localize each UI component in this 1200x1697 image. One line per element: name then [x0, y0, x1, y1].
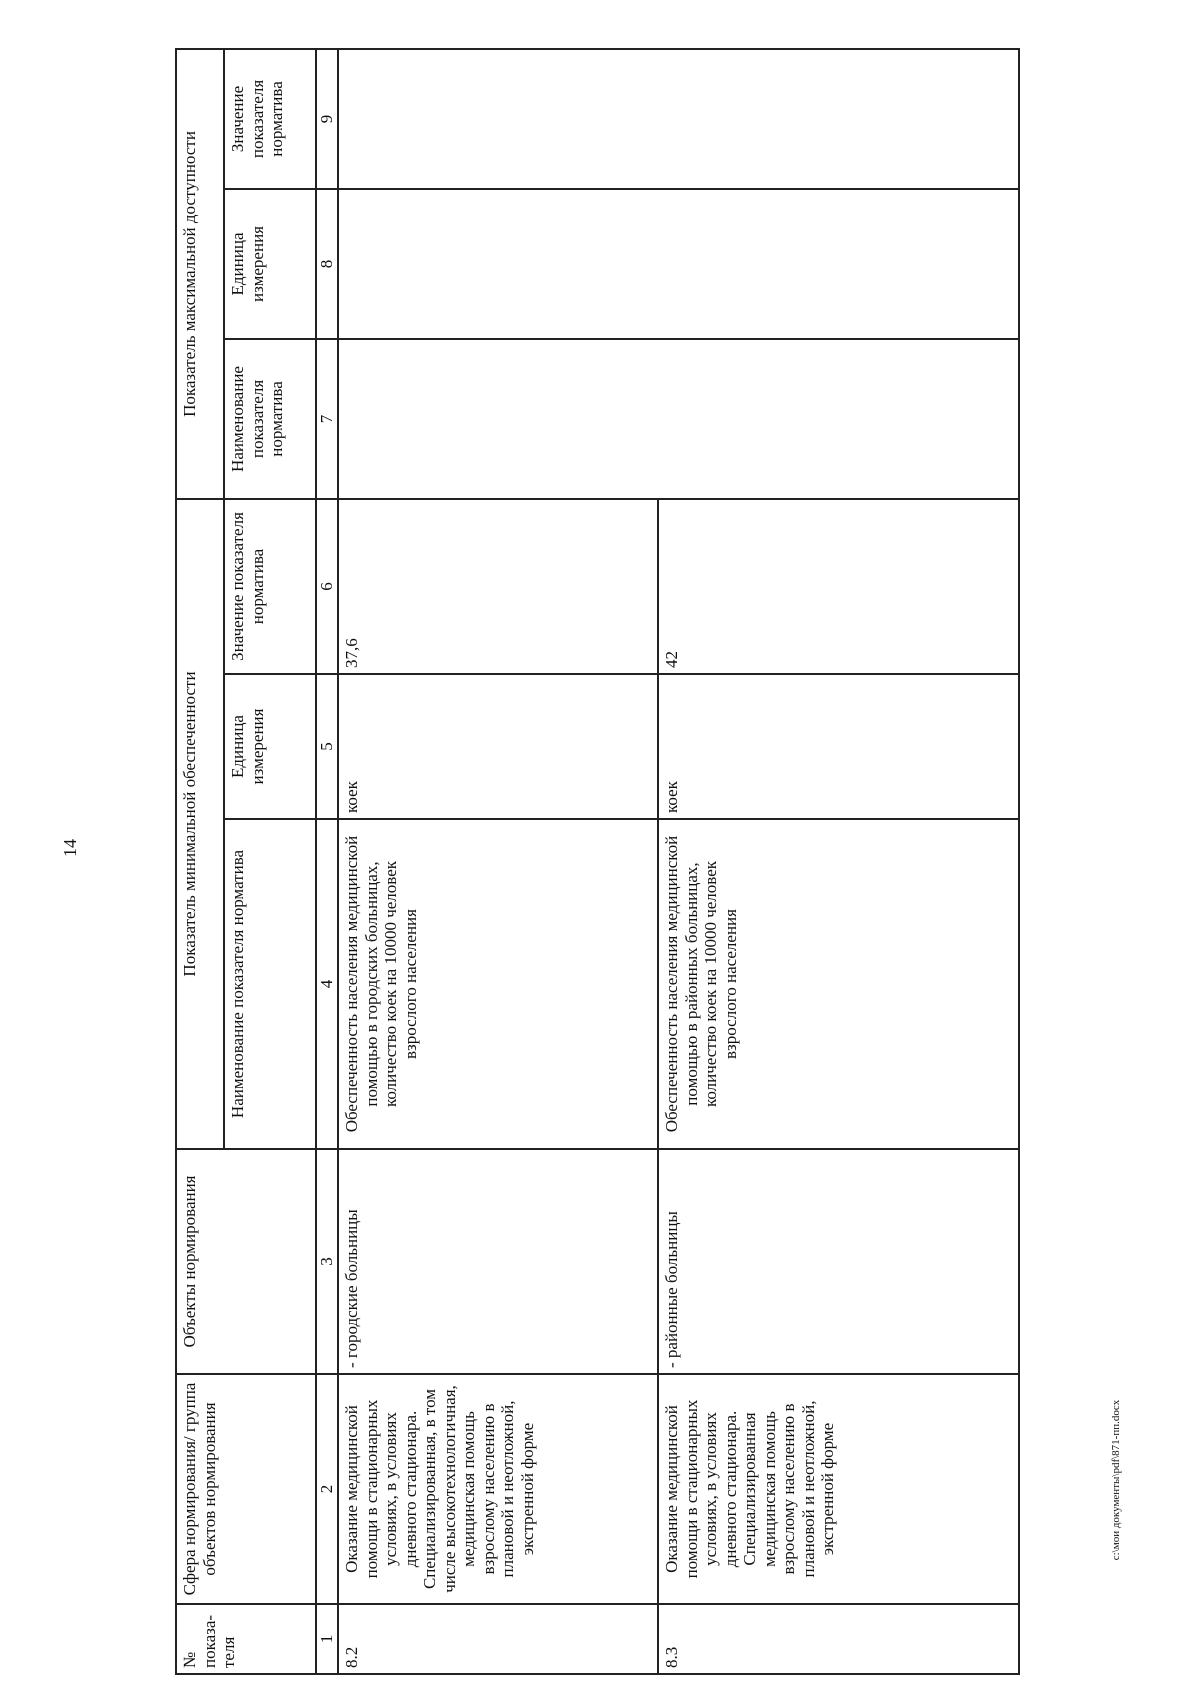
row-sphere: Оказание медицинской помощи в стационарных условиях, в условиях дневного стационара. Специализированная, в том числе высокотехнологичная, медицинская помощь взрослому населению в плановой и неотложной, экстренной форме [338, 1374, 658, 1604]
col-number: 3 [316, 1149, 338, 1374]
header-objects: Объекты нормирования [176, 1149, 316, 1374]
row-object: - городские больницы [338, 1149, 658, 1374]
header-min-value: Значение показателя норматива [224, 499, 316, 674]
header-sphere: Сфера нормирования/ группа объектов нормирования [176, 1374, 316, 1604]
col-number: 2 [316, 1374, 338, 1604]
header-max-unit: Единица измерения [224, 189, 316, 339]
rotated-table-container [175, 50, 1020, 1675]
row-min-unit: коек [658, 674, 1019, 819]
row-min-name: Обеспеченность населения медицинской помощью в районных больницах, количество коек на 10000 человек взрослого населения [658, 819, 1019, 1149]
row-object: - районные больницы [658, 1149, 1019, 1374]
row-max-value [338, 49, 1019, 189]
col-number: 5 [316, 674, 338, 819]
col-number: 6 [316, 499, 338, 674]
row-index: 8.3 [658, 1604, 1019, 1674]
header-max-group: Показатель максимальной доступности [176, 49, 224, 499]
header-min-unit: Единица измерения [224, 674, 316, 819]
row-index: 8.2 [338, 1604, 658, 1674]
col-number: 9 [316, 49, 338, 189]
header-max-name: Наименование показателя норматива [224, 339, 316, 499]
row-min-name: Обеспеченность населения медицинской помощью в городских больницах, количество коек на 10000 человек взрослого населения [338, 819, 658, 1149]
header-index: № показа-теля [176, 1604, 316, 1674]
standards-table [175, 48, 1020, 1675]
row-max-unit [338, 189, 1019, 339]
row-min-value: 42 [658, 499, 1019, 674]
row-max-name [338, 339, 1019, 499]
table-row [338, 49, 658, 1674]
header-min-group: Показатель минимальной обеспеченности [176, 499, 224, 1149]
page-number: 14 [60, 839, 80, 857]
col-number: 1 [316, 1604, 338, 1674]
header-min-name: Наименование показателя норматива [224, 819, 316, 1149]
row-sphere: Оказание медицинской помощи в стационарных условиях, в условиях дневного стационара. Специализированная медицинская помощь взрослому населению в плановой и неотложной, экстренной форме [658, 1374, 1019, 1604]
col-number: 7 [316, 339, 338, 499]
footer-file-path: c:\мои документы\pdf\871-пп.docx [1110, 1399, 1122, 1561]
row-min-value: 37,6 [338, 499, 658, 674]
col-number: 4 [316, 819, 338, 1149]
header-max-value: Значение показателя норматива [224, 49, 316, 189]
row-min-unit: коек [338, 674, 658, 819]
col-number: 8 [316, 189, 338, 339]
